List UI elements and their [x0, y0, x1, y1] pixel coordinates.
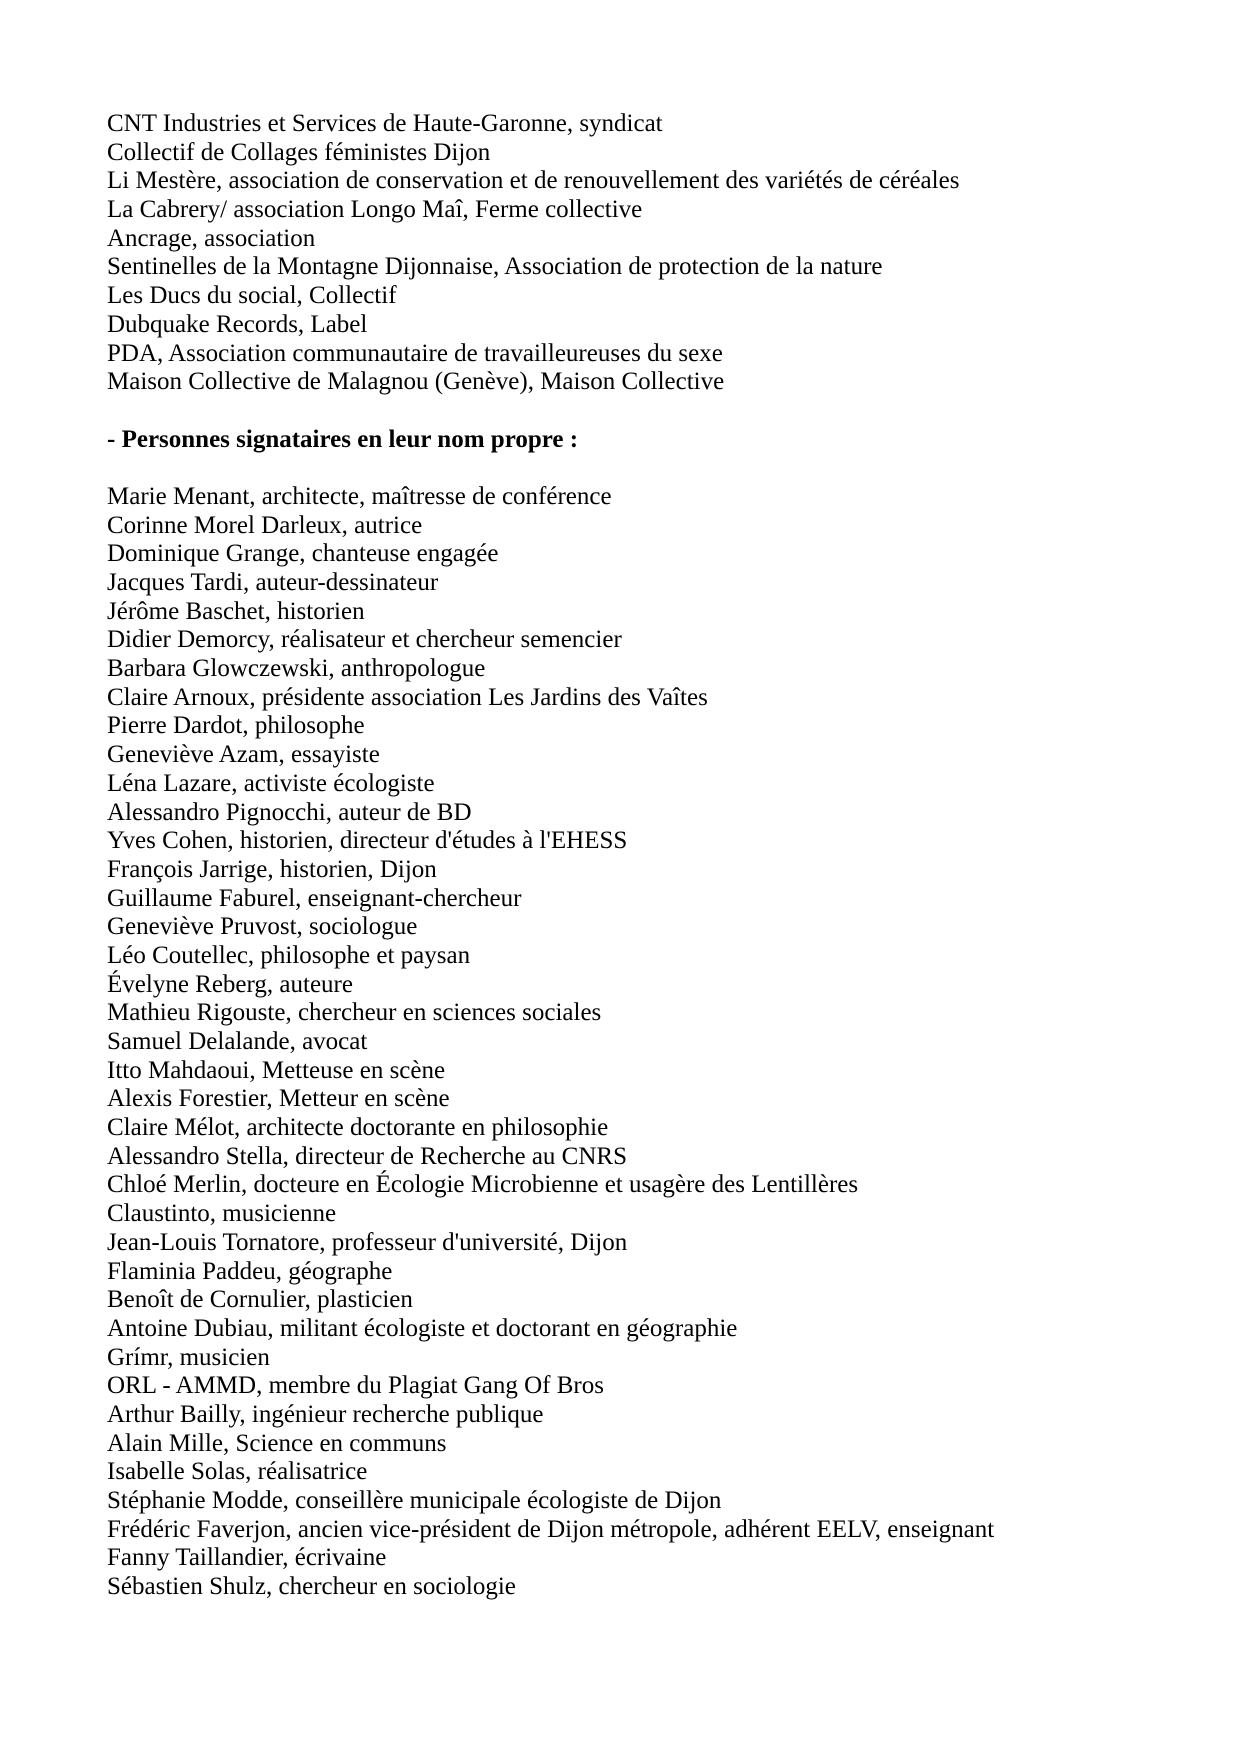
signatory-line: Flaminia Paddeu, géographe — [107, 1257, 393, 1285]
signatories-list — [107, 483, 1171, 1602]
signatory-line: Évelyne Reberg, auteure — [107, 970, 353, 998]
signatory-line: Claire Arnoux, présidente association Les Jardins des Vaîtes — [107, 683, 708, 711]
signatory-line: Léo Coutellec, philosophe et paysan — [107, 941, 471, 969]
signatory-line: Fanny Taillandier, écrivaine — [107, 1544, 387, 1572]
signatory-line: Alain Mille, Science en communs — [107, 1429, 447, 1457]
blank-line — [107, 454, 1171, 483]
organization-line: Li Mestère, association de conservation et de renouvellement des variétés de céréales — [107, 167, 960, 195]
signatory-line: Claire Mélot, architecte doctorante en philosophie — [107, 1114, 609, 1142]
signatory-line: Stéphanie Modde, conseillère municipale écologiste de Dijon — [107, 1487, 722, 1514]
signatory-line: Barbara Glowczewski, anthropologue — [107, 655, 486, 683]
signatory-line: ORL - AMMD, membre du Plagiat Gang Of Bros — [107, 1372, 604, 1400]
signatory-line: Isabelle Solas, réalisatrice — [107, 1458, 368, 1486]
signatory-line: Jacques Tardi, auteur-dessinateur — [107, 569, 439, 596]
organization-line: La Cabrery/ association Longo Maî, Ferme collective — [107, 196, 643, 224]
organization-line: Maison Collective de Malagnou (Genève), Maison Collective — [107, 368, 725, 396]
signatory-line: Pierre Dardot, philosophe — [107, 712, 365, 740]
signatory-line: Jean-Louis Tornatore, professeur d'université, Dijon — [107, 1228, 628, 1256]
document-content — [107, 110, 1171, 1602]
organization-line: PDA, Association communautaire de travailleureuses du sexe — [107, 339, 723, 367]
signatory-line: Marie Menant, architecte, maîtresse de conférence — [107, 482, 612, 510]
signatory-line: Jérôme Baschet, historien — [107, 597, 365, 625]
organization-line: Sentinelles de la Montagne Dijonnaise, Association de protection de la nature — [107, 253, 883, 281]
signatory-line: François Jarrige, historien, Dijon — [107, 855, 437, 883]
organization-line: Les Ducs du social, Collectif — [107, 282, 397, 310]
organization-line: Dubquake Records, Label — [107, 310, 368, 338]
signatory-line: Alessandro Stella, directeur de Recherche au CNRS — [107, 1142, 627, 1170]
signatory-line: Geneviève Azam, essayiste — [107, 741, 380, 769]
signatory-line: Yves Cohen, historien, directeur d'études à l'EHESS — [107, 827, 628, 855]
signatory-line: Mathieu Rigouste, chercheur en sciences sociales — [107, 999, 602, 1027]
signatory-line: Geneviève Pruvost, sociologue — [107, 913, 418, 941]
signatories-heading: - Personnes signataires en leur nom propre : — [107, 425, 579, 453]
signatory-line: Corinne Morel Darleux, autrice — [107, 511, 423, 539]
signatory-line: Samuel Delalande, avocat — [107, 1028, 368, 1055]
signatory-line: Grímr, musicien — [107, 1343, 270, 1371]
signatory-line: Antoine Dubiau, militant écologiste et doctorant en géographie — [107, 1314, 738, 1342]
signatory-line: Alexis Forestier, Metteur en scène — [107, 1085, 450, 1113]
signatory-line: Chloé Merlin, docteure en Écologie Microbienne et usagère des Lentillères — [107, 1171, 859, 1199]
signatory-line: Léna Lazare, activiste écologiste — [107, 769, 435, 797]
signatory-line: Benoît de Cornulier, plasticien — [107, 1286, 413, 1314]
signatory-line: Frédéric Faverjon, ancien vice-président de Dijon métropole, adhérent EELV, enseignant — [107, 1515, 995, 1543]
organization-line: Collectif de Collages féministes Dijon — [107, 138, 491, 166]
signatory-line: Claustinto, musicienne — [107, 1200, 337, 1228]
signatory-line: Itto Mahdaoui, Metteuse en scène — [107, 1056, 446, 1084]
blank-line — [107, 397, 1171, 426]
organizations-list — [107, 110, 1171, 397]
signatory-line: Guillaume Faburel, enseignant-chercheur — [107, 884, 522, 912]
signatory-line: Arthur Bailly, ingénieur recherche publique — [107, 1400, 544, 1428]
signatory-line: Dominique Grange, chanteuse engagée — [107, 540, 499, 568]
signatory-line: Alessandro Pignocchi, auteur de BD — [107, 798, 472, 826]
signatory-line: Sébastien Shulz, chercheur en sociologie — [107, 1573, 516, 1601]
organization-line: Ancrage, association — [107, 224, 316, 252]
signatory-line: Didier Demorcy, réalisateur et chercheur semencier — [107, 626, 622, 654]
organization-line: CNT Industries et Services de Haute-Garonne, syndicat — [107, 110, 663, 137]
